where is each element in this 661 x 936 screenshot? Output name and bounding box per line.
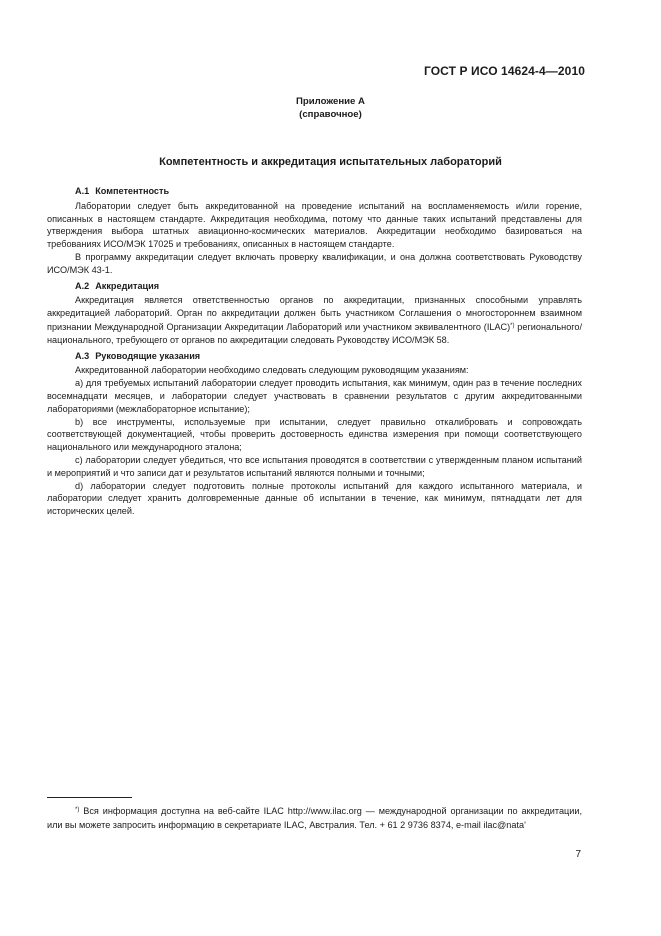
list-item: c) лаборатории следует убедиться, что все испытания проводятся в соответствии с утвержденным планом испытаний и мероприятий и что записи дат и результатов испытаний являются полными и точными;: [47, 454, 582, 478]
annex-title: Компетентность и аккредитация испытательных лабораторий: [159, 156, 502, 168]
paragraph: В программу аккредитации следует включать проверку квалификации, и она должна соответствовать Руководству ИСО/МЭК 43-1.: [47, 251, 582, 275]
list-item: b) все инструменты, используемые при испытании, следует правильно откалибровать и сопровождать соответствующей документацией, чтобы проверить достоверность единства измерения при помощи соответствующего национального или международного эталона;: [47, 416, 582, 453]
section-title: Аккредитация: [95, 280, 160, 291]
list-item: a) для требуемых испытаний лаборатории следует проводить испытания, как минимум, один раз в течение последних восемнадцати месяцев, и лаборатории следует участвовать в сравнении результатов с другим аккредитованными лабораториями (межлабораторное испытание);: [47, 378, 582, 414]
paragraph-text: регионального/национального, требующего от органов по аккредитации следовать Руководству ИСО/МЭК 58.: [47, 321, 583, 345]
footnote-reference: *): [510, 322, 515, 329]
section-heading-a2: [47, 280, 582, 293]
footnote-divider: [47, 797, 132, 798]
section-heading-a3: [47, 350, 582, 363]
section-heading-a1: [47, 185, 582, 198]
section-number: А.3: [75, 350, 90, 361]
standard-designation: ГОСТ Р ИСО 14624-4—2010: [423, 64, 585, 78]
document-body: [47, 185, 582, 518]
section-title: Руководящие указания: [95, 350, 201, 361]
paragraph: Аккредитованной лаборатории необходимо следовать следующим руководящим указаниям:: [75, 365, 469, 376]
footnote: [47, 804, 582, 832]
section-number: А.1: [75, 186, 90, 196]
section-title: Компетентность: [95, 186, 170, 196]
paragraph-text: Аккредитация является ответственностью органов по аккредитации, признанных способными управлять аккредитацией лабораторий. Орган по аккредитации должен быть участником Соглашения о многостороннем взаимном признании Международной Организации Аккредитации Лабораторий или участником эквивалентного (ILAC): [47, 295, 582, 332]
annex-kind: (справочное): [299, 109, 362, 120]
paragraph: [47, 294, 582, 346]
footnote-text: Вся информация доступна на веб-сайте ILAC http://www.ilac.org — международной организации по аккредитации, или вы можете запросить информацию в секретариате ILAC, Австралия. Тел. + 61 2 9736 8374, e-mail ilac@nata': [47, 806, 582, 830]
page-number: 7: [575, 849, 581, 860]
paragraph: Лаборатории следует быть аккредитованной на проведение испытаний на воспламеняемость и/или горение, описанных в настоящем стандарте. Аккредитация необходима, потому что данные таких испытаний представлены для утверждения выбора штатных авиационно-космических материалов. Аккредитации необходимо базироваться на требованиях ИСО/МЭК 17025 и требованиях, описанных в настоящем стандарте.: [47, 200, 582, 250]
list-item: d) лаборатории следует подготовить полные протоколы испытаний для каждого испытанного материала, и лаборатории следует хранить долговременные данные об испытании в течение, как минимум, пятнадцати лет для исторических целей.: [47, 480, 582, 517]
annex-label: Приложение А: [296, 96, 365, 107]
section-number: А.2: [75, 280, 90, 291]
footnote-mark: *): [75, 807, 80, 813]
